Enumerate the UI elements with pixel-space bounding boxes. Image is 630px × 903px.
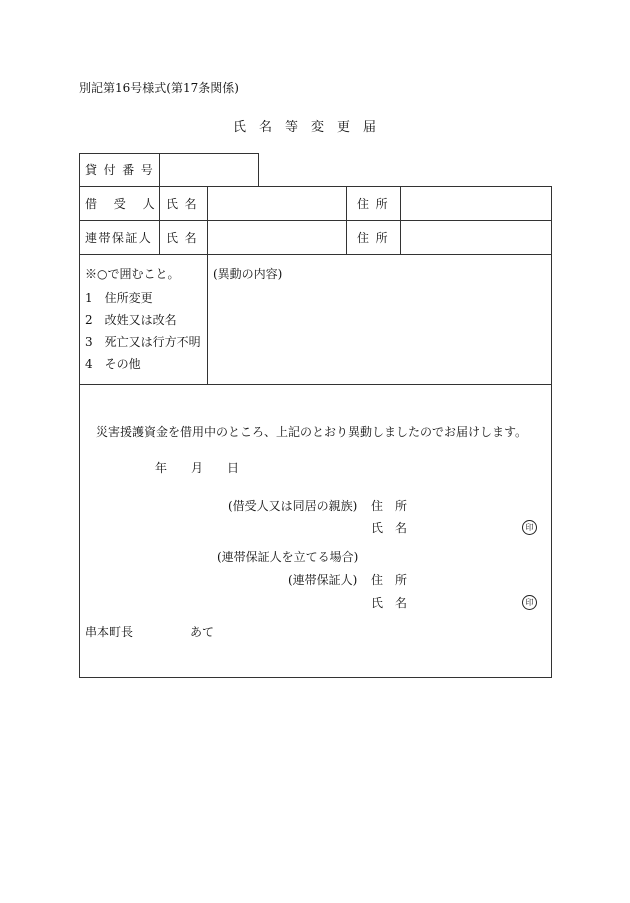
guarantor-condition: (連帯保証人を立てる場合): [217, 550, 359, 564]
borrower-sign-caption: (借受人又は同居の親族): [228, 499, 358, 513]
borrower-label: 借受人: [85, 197, 172, 211]
guarantor-name-field[interactable]: [214, 232, 340, 246]
loan-number-field[interactable]: [166, 164, 254, 178]
declaration-statement: 災害援護資金を借用中のところ、上記のとおり異動しましたのでお届けします。: [96, 425, 528, 439]
borrower-address-field[interactable]: [407, 198, 545, 212]
guarantor-sign-name-label: 氏 名: [371, 596, 408, 610]
borrower-name-field[interactable]: [214, 198, 340, 212]
borrower-address-label: 住所: [357, 197, 395, 211]
guarantor-sign-address-label: 住 所: [371, 573, 408, 587]
change-instruction: ※○で囲むこと。: [85, 267, 180, 281]
change-detail-label: (異動の内容): [213, 267, 283, 281]
borrower-sign-name-label: 氏 名: [371, 521, 408, 535]
guarantor-name-label: 氏名: [166, 231, 204, 245]
change-option-death[interactable]: 3 死亡又は行方不明: [85, 335, 201, 349]
recipient: 串本町長: [85, 625, 134, 639]
guarantor-address-label: 住所: [357, 231, 395, 245]
form-reference: 別記第16号様式(第17条関係): [79, 81, 239, 95]
guarantor-seal-icon: 印: [522, 595, 537, 610]
guarantor-sign-caption: (連帯保証人): [288, 573, 358, 587]
change-option-surname[interactable]: 2 改姓又は改名: [85, 313, 177, 327]
change-option-other[interactable]: 4 その他: [85, 357, 141, 371]
loan-number-label: 貸付番号: [85, 163, 160, 177]
borrower-name-label: 氏名: [166, 197, 204, 211]
change-detail-field[interactable]: [213, 286, 545, 378]
change-option-address[interactable]: 1 住所変更: [85, 291, 153, 305]
borrower-seal-icon: 印: [522, 520, 537, 535]
form-title: 氏 名 等 変 更 届: [233, 120, 377, 135]
recipient-suffix: あて: [190, 625, 215, 639]
guarantor-label: 連帯保証人: [85, 231, 153, 245]
borrower-sign-address-label: 住 所: [371, 499, 408, 513]
declaration-date[interactable]: 年 月 日: [155, 461, 240, 475]
guarantor-address-field[interactable]: [407, 232, 545, 246]
